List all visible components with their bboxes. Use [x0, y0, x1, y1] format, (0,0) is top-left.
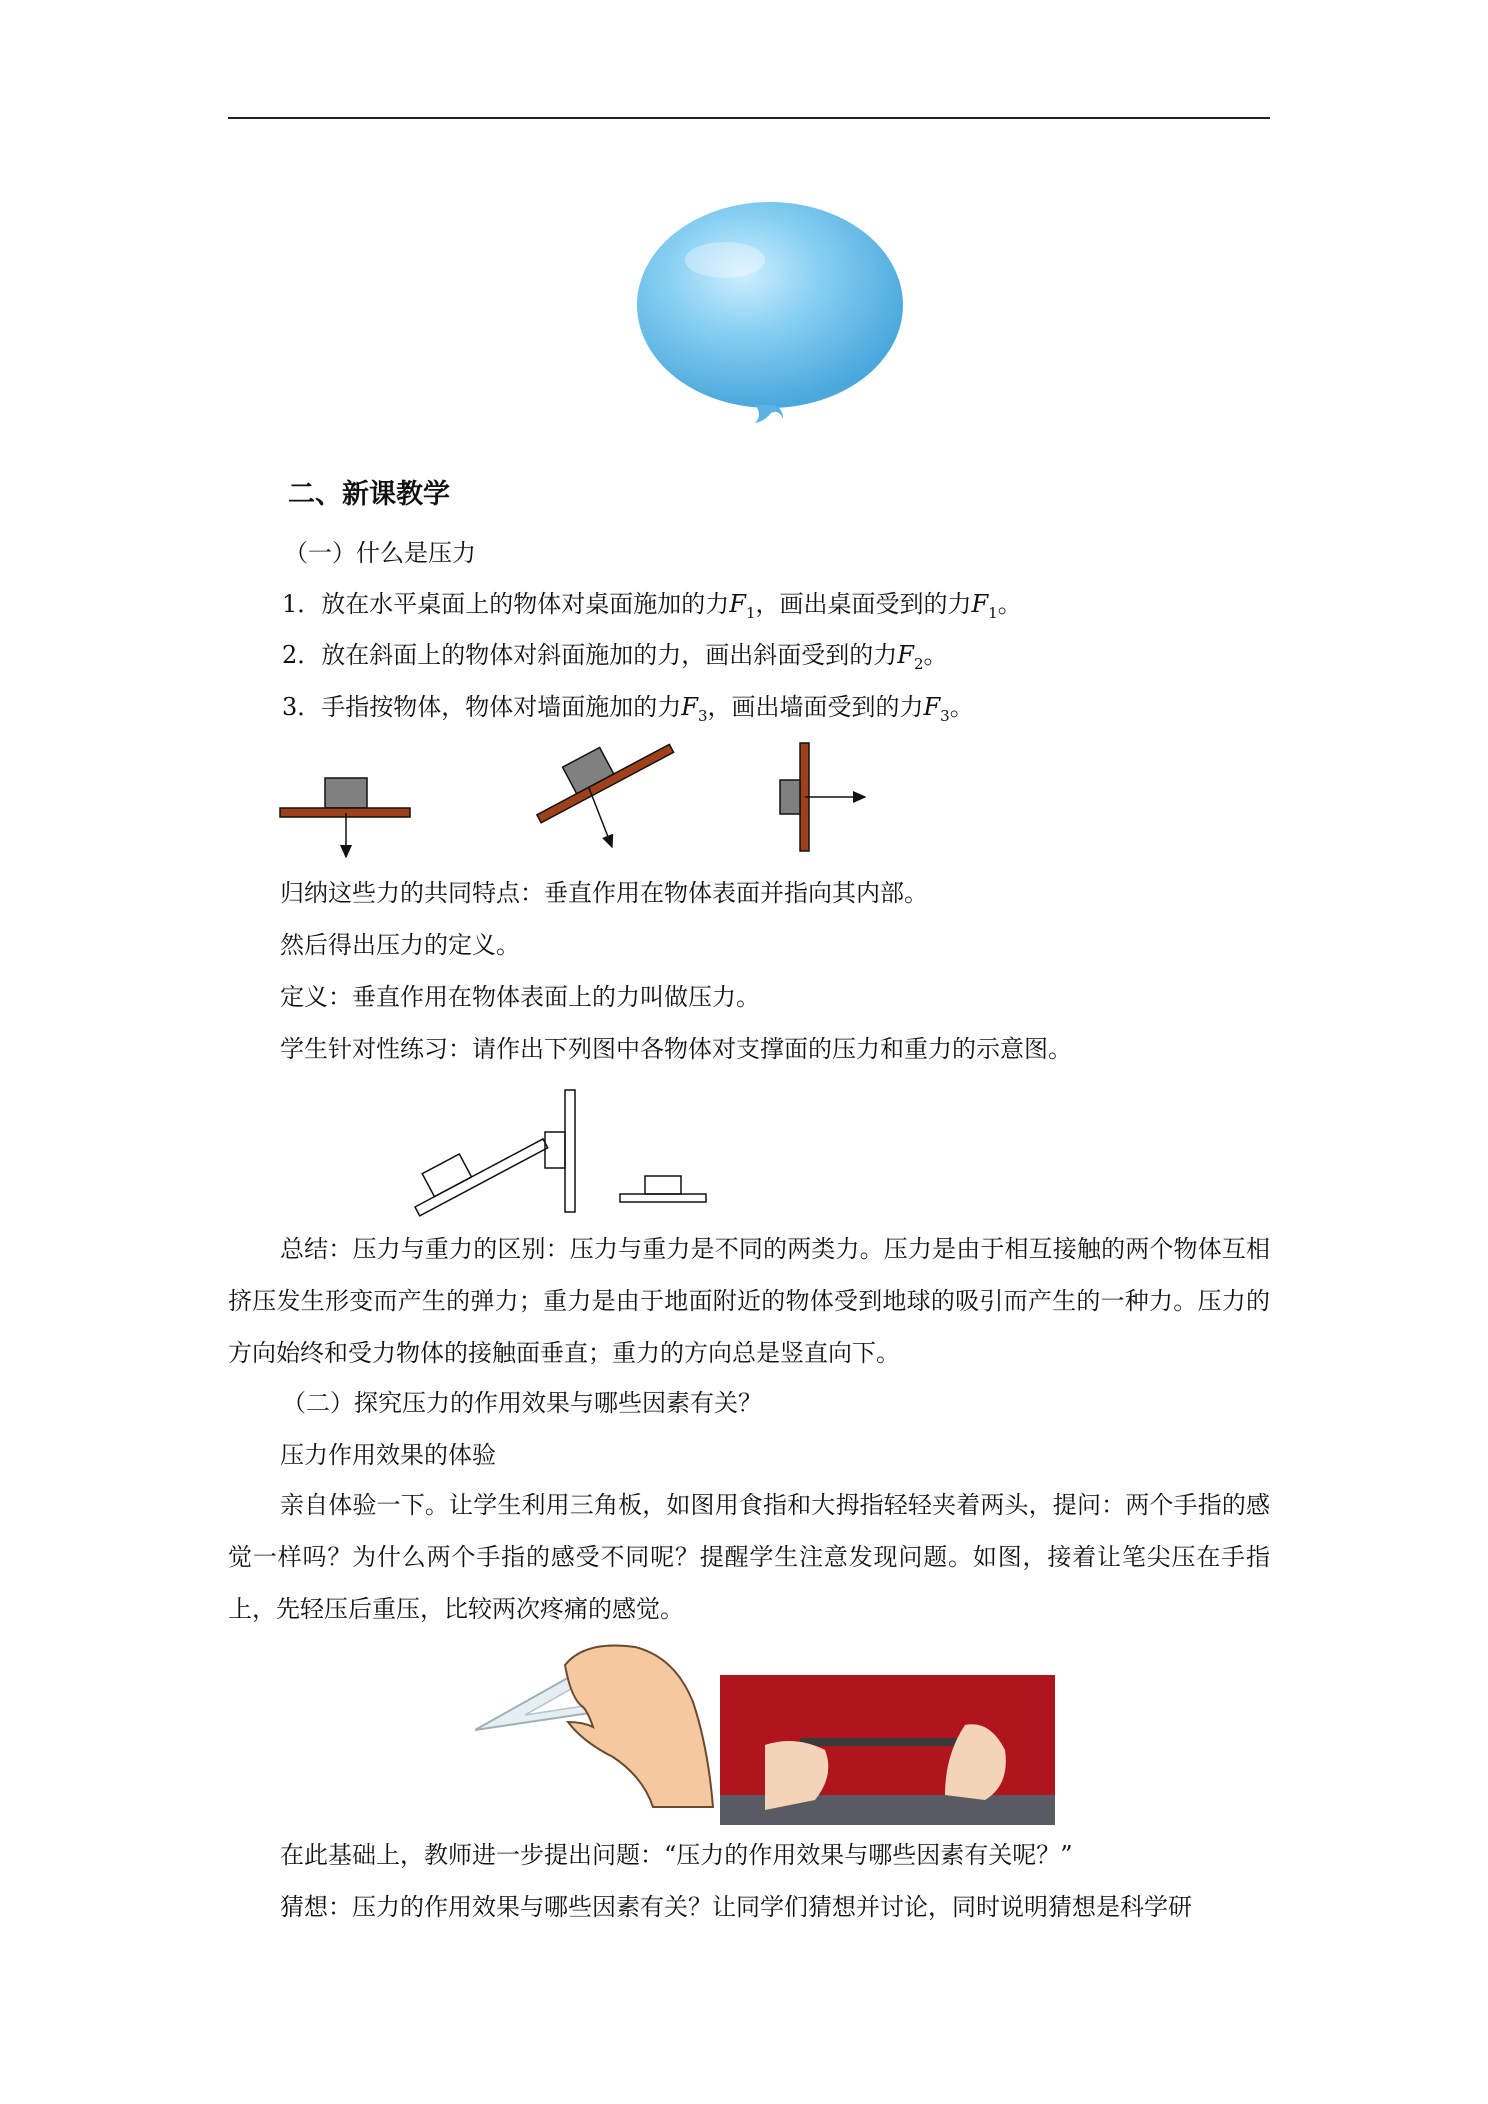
item-2: 2．放在斜面上的物体对斜面施加的力，画出斜面受到的力$F_2$。 — [282, 641, 948, 673]
item-3: 3．手指按物体，物体对墙面施加的力$F_3$，画出墙面受到的力$F_3$。 — [282, 693, 974, 725]
item-1: 1．放在水平桌面上的物体对桌面施加的力$F_1$，画出桌面受到的力$F_1$。 — [282, 590, 1022, 622]
experience-paragraph: 亲自体验一下。让学生利用三角板，如图用食指和大拇指轻轻夹着两头，提问：两个手指的感觉一样吗？为什么两个手指的感受不同呢？提醒学生注意发现问题。如图，接着让笔尖压在手指上，先轻压后重压，比较两次疼痛的感觉。 — [228, 1491, 1270, 1623]
triangle-ruler-hand-image — [475, 1635, 715, 1810]
conclusion-paragraph: 总结：压力与重力的区别：压力与重力是不同的两类力。压力是由于相互接触的两个物体互相挤压发生形变而产生的弹力；重力是由于地面附近的物体受到地球的吸引而产生的一种力。压力的方向始终和受力物体的接触面垂直；重力的方向总是竖直向下。 — [228, 1235, 1270, 1367]
subsection-2-title: （二）探究压力的作用效果与哪些因素有关？ — [282, 1389, 762, 1417]
wall-diagram — [780, 743, 865, 851]
horizontal-table-diagram — [280, 778, 410, 857]
section-heading: 二、新课教学 — [288, 479, 450, 510]
summary-feature: 归纳这些力的共同特点：垂直作用在物体表面并指向其内部。 — [280, 879, 928, 907]
balloon-image — [630, 200, 910, 440]
teacher-question: 在此基础上，教师进一步提出问题：“压力的作用效果与哪些因素有关呢？” — [280, 1841, 1073, 1869]
subsection-1-title: （一）什么是压力 — [284, 539, 476, 567]
exercise: 学生针对性练习：请作出下列图中各物体对支撑面的压力和重力的示意图。 — [280, 1035, 1072, 1063]
exercise-diagram — [405, 1080, 715, 1220]
incline-force-arrow — [589, 788, 612, 847]
force-diagrams — [270, 735, 890, 870]
derive-text: 然后得出压力的定义。 — [280, 931, 520, 959]
experience-title: 压力作用效果的体验 — [280, 1441, 496, 1469]
definition: 定义：垂直作用在物体表面上的力叫做压力。 — [280, 983, 760, 1011]
header-rule — [228, 117, 1270, 119]
guess-text: 猜想：压力的作用效果与哪些因素有关？让同学们猜想并讨论，同时说明猜想是科学研 — [280, 1893, 1192, 1921]
pencil-fingers-image — [720, 1675, 1055, 1825]
